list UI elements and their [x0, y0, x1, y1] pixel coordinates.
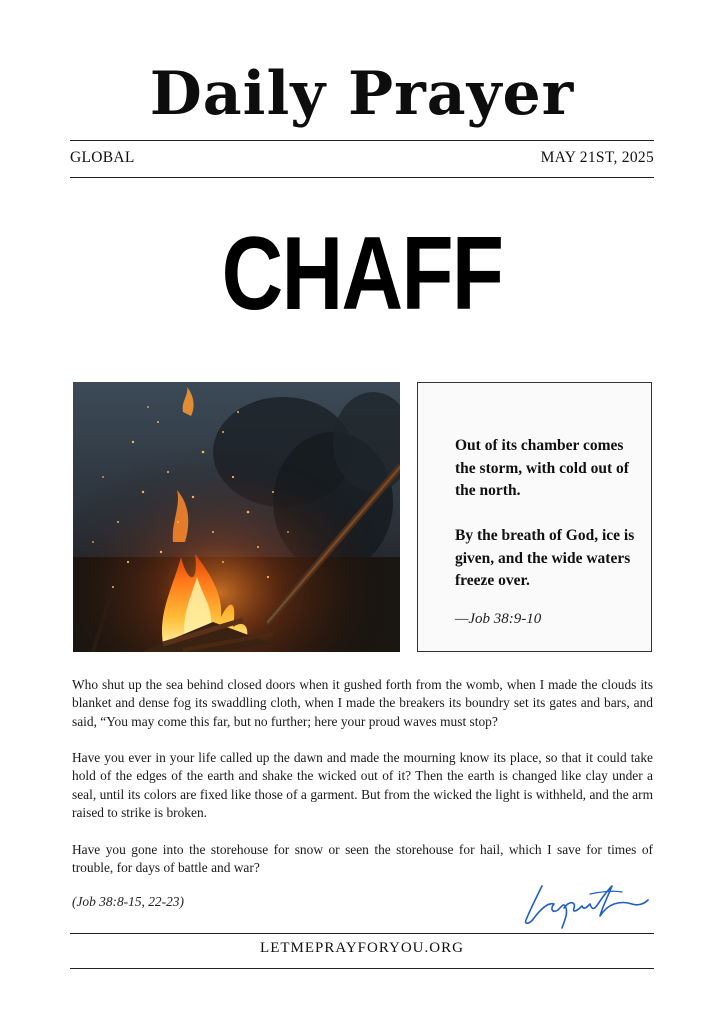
campfire-photo — [73, 382, 400, 652]
masthead-title: Daily Prayer — [149, 59, 575, 129]
scripture-quote-box — [417, 382, 652, 652]
body-paragraph-2: Have you ever in your life called up the dawn and made the mourning know its place, so that it could take hold of the edges of the earth and shake the wicked out of it? Then the earth is changed like clay under a seal, until its colors are fixed like those of a garment. But from the wicked the light is withheld, and the arm raised to strike is broken. — [72, 750, 653, 821]
date-label: MAY 21ST, 2025 — [540, 149, 654, 166]
footer-top-rule — [70, 933, 654, 934]
body-text — [72, 676, 653, 896]
quote-text — [455, 435, 645, 615]
footer-website-link[interactable]: LETMEPRAYFORYOU.ORG — [260, 940, 464, 956]
meta-bottom-rule — [70, 177, 654, 178]
campfire-image — [73, 382, 400, 652]
headline: CHAFF — [221, 216, 503, 332]
footer-bottom-rule — [70, 968, 654, 969]
quote-stanza-2: By the breath of God, ice is given, and the wide waters freeze over. — [455, 527, 635, 589]
top-rule — [70, 140, 654, 141]
body-paragraph-1: Who shut up the sea behind closed doors when it gushed forth from the womb, when I made the clouds its blanket and dense fog its swaddling cloth, when I made the breakers its boundry set its gates and bars, and said, “You may come this far, but no further; here your proud waves must stop? — [72, 677, 653, 729]
region-label: GLOBAL — [70, 149, 135, 166]
body-paragraph-3: Have you gone into the storehouse for snow or seen the storehouse for hail, which I save for times of trouble, for days of battle and war? — [72, 841, 653, 875]
scripture-reference: (Job 38:8-15, 22-23) — [72, 894, 184, 909]
quote-citation: —Job 38:9-10 — [455, 611, 542, 627]
signature — [520, 880, 650, 930]
quote-stanza-1: Out of its chamber comes the storm, with cold out of the north. — [455, 437, 629, 499]
